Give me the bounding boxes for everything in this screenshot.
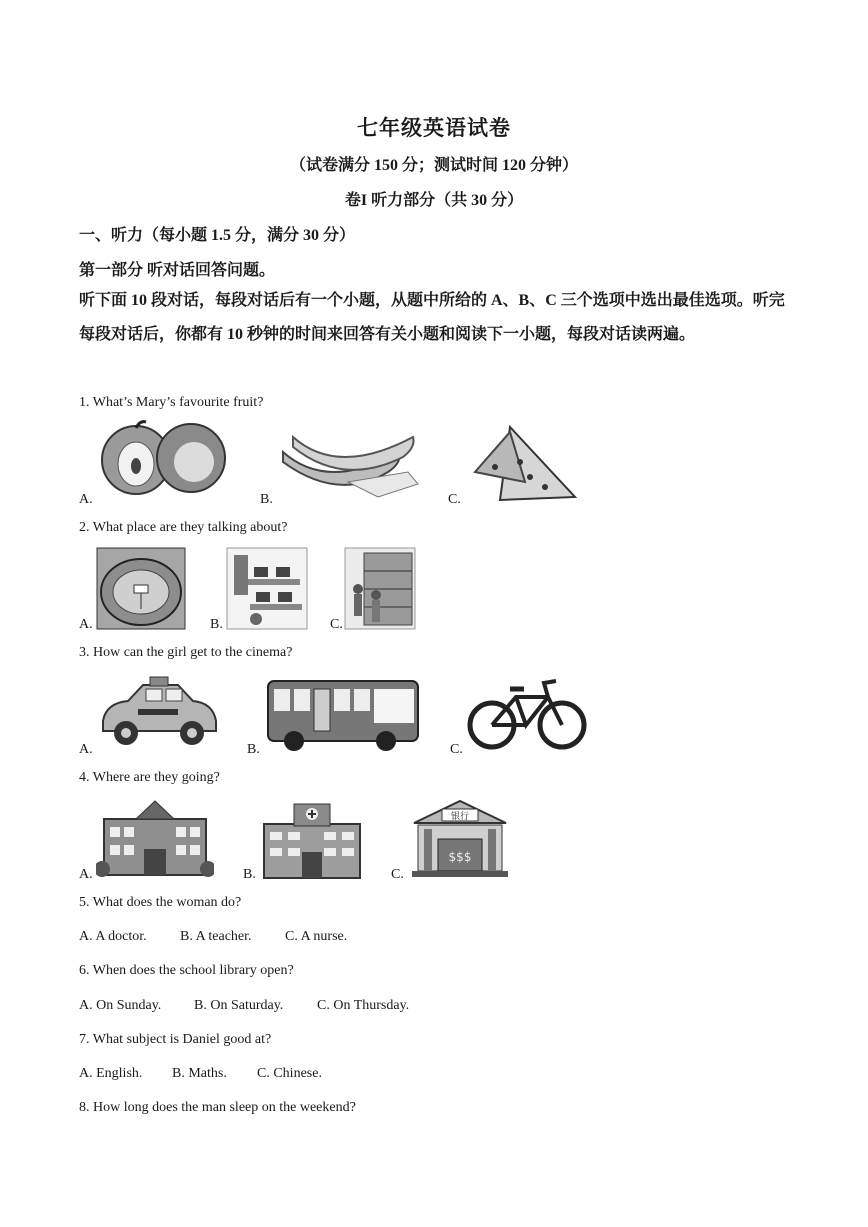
bus-icon bbox=[266, 675, 422, 753]
exam-info: （试卷满分 150 分；测试时间 120 分钟） bbox=[289, 157, 578, 174]
part-heading: 一、听力（每小题 1.5 分，满分 30 分） bbox=[79, 227, 356, 244]
watermelon-icon bbox=[470, 422, 580, 502]
bank-icon bbox=[410, 797, 510, 879]
option-5b: B. A teacher. bbox=[180, 929, 252, 944]
taxi-icon bbox=[98, 673, 220, 748]
apple-icon bbox=[96, 420, 236, 500]
option-1a: A. bbox=[79, 492, 93, 507]
option-6c: C. On Thursday. bbox=[317, 998, 410, 1013]
option-3b: B. bbox=[247, 742, 260, 757]
question-5: 5. What does the woman do? bbox=[79, 895, 242, 910]
question-8: 8. How long does the man sleep on the weekend? bbox=[79, 1100, 356, 1115]
computer-room-icon bbox=[226, 547, 308, 630]
question-2: 2. What place are they talking about? bbox=[79, 520, 288, 535]
option-7c: C. Chinese. bbox=[257, 1066, 322, 1081]
question-3: 3. How can the girl get to the cinema? bbox=[79, 645, 293, 660]
option-2a: A. bbox=[79, 617, 93, 632]
option-7a: A. English. bbox=[79, 1066, 143, 1081]
question-7: 7. What subject is Daniel good at? bbox=[79, 1032, 272, 1047]
option-1b: B. bbox=[260, 492, 273, 507]
svg-text:银行: 银行 bbox=[450, 812, 470, 822]
option-4a: A. bbox=[79, 867, 93, 882]
question-4: 4. Where are they going? bbox=[79, 770, 220, 785]
svg-text:$$$: $$$ bbox=[448, 850, 472, 864]
part-subheading: 第一部分 听对话回答问题。 bbox=[79, 262, 276, 279]
question-6: 6. When does the school library open? bbox=[79, 963, 294, 978]
option-2c: C. bbox=[330, 617, 343, 632]
option-5a: A. A doctor. bbox=[79, 929, 147, 944]
option-3a: A. bbox=[79, 742, 93, 757]
option-7b: B. Maths. bbox=[172, 1066, 227, 1081]
option-1c: C. bbox=[448, 492, 461, 507]
instructions: 听下面 10 段对话，每段对话后有一个小题，从题中所给的 A、B、C 三个选项中选出最佳选项。听完每段对话后，你都有 10 秒钟的时间来回答有关小题和阅读下一小题，每段对话读两遍。 bbox=[79, 292, 785, 343]
option-6b: B. On Saturday. bbox=[194, 998, 284, 1013]
option-2b: B. bbox=[210, 617, 223, 632]
school-icon bbox=[96, 797, 214, 879]
question-1: 1. What’s Mary’s favourite fruit? bbox=[79, 395, 264, 410]
option-4b: B. bbox=[243, 867, 256, 882]
playground-icon bbox=[96, 547, 186, 630]
option-3c: C. bbox=[450, 742, 463, 757]
option-6a: A. On Sunday. bbox=[79, 998, 162, 1013]
section-heading: 卷I 听力部分（共 30 分） bbox=[344, 192, 524, 209]
hospital-icon bbox=[260, 798, 364, 880]
bicycle-icon bbox=[466, 675, 590, 753]
library-icon bbox=[344, 547, 416, 630]
option-4c: C. bbox=[391, 867, 404, 882]
banana-icon bbox=[278, 422, 423, 502]
page-title: 七年级英语试卷 bbox=[357, 116, 511, 140]
option-5c: C. A nurse. bbox=[285, 929, 348, 944]
